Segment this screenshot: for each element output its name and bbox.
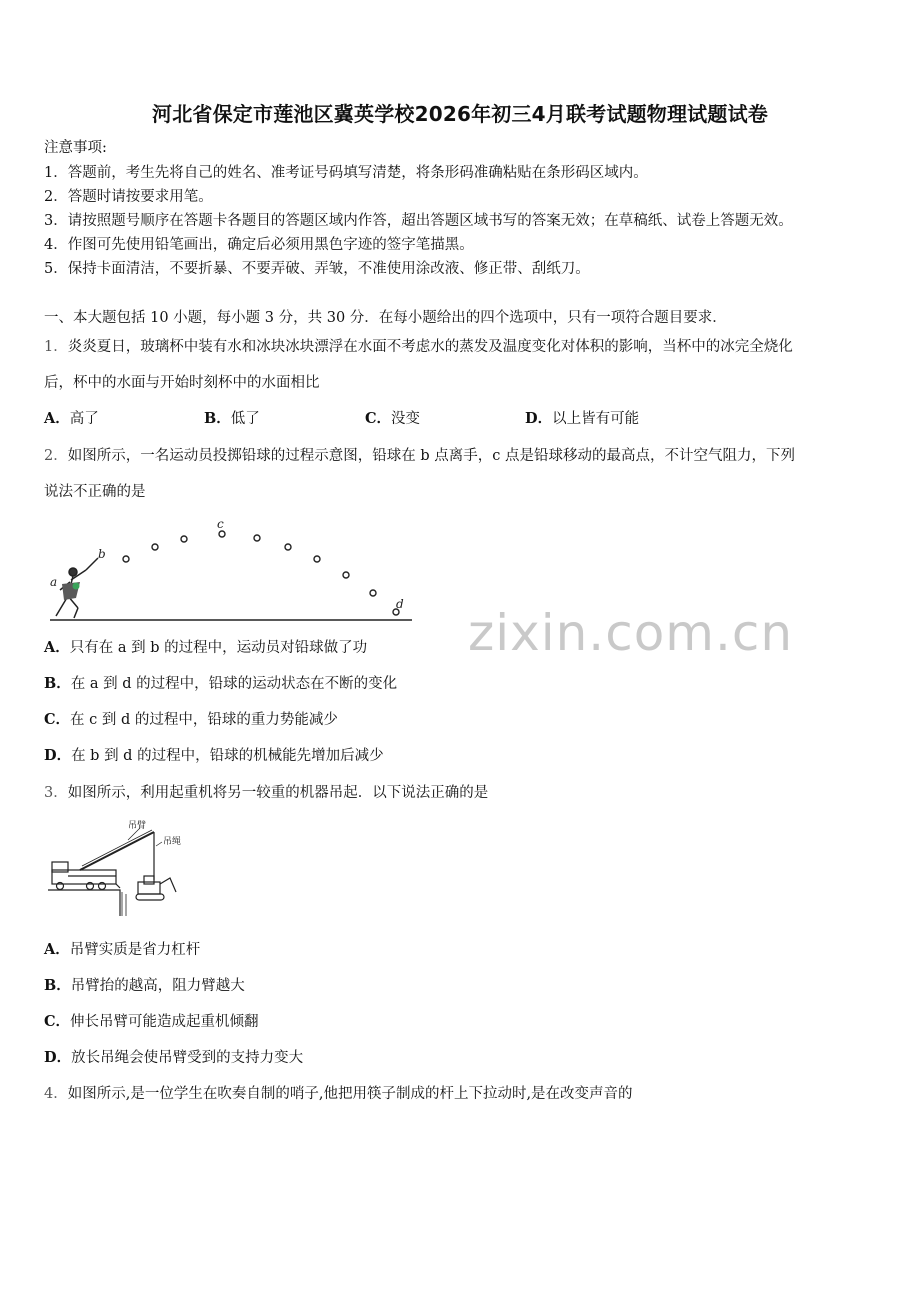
q2-option-a[interactable]: A．只有在 a 到 b 的过程中，运动员对铅球做了功 — [44, 639, 368, 656]
athlete-figure — [56, 558, 98, 618]
athlete-head — [69, 568, 77, 576]
cliff-edge — [48, 890, 120, 916]
crane-boom — [80, 832, 154, 870]
q2-option-d[interactable]: D．在 b 到 d 的过程中，铅球的机械能先增加后减少 — [44, 747, 384, 764]
question-2-text: 如图所示，一名运动员投掷铅球的过程示意图，铅球在 b 点离手，c 点是铅球移动的最高点，不计空气阻力，下列 — [67, 448, 795, 464]
q2-option-b[interactable]: B．在 a 到 d 的过程中，铅球的运动状态在不断的变化 — [44, 675, 398, 692]
q1-option-d[interactable]: D．以上皆有可能 — [525, 410, 640, 427]
label-c: c — [217, 517, 224, 531]
question-2-number: 2． — [44, 448, 68, 464]
trajectory-point — [152, 544, 158, 550]
question-4-line1 — [44, 1084, 633, 1104]
question-1-line1 — [44, 337, 793, 357]
question-4-number: 4． — [44, 1086, 68, 1102]
notice-item-2: 2．答题时请按要求用笔。 — [44, 189, 213, 205]
trajectory-point — [123, 556, 129, 562]
question-1-line2: 后，杯中的水面与开始时刻杯中的水面相比 — [44, 375, 320, 391]
excavator-arm — [160, 878, 176, 892]
label-a: a — [50, 575, 58, 589]
trajectory-point — [370, 590, 376, 596]
trajectory-point — [254, 535, 260, 541]
trajectory-point — [285, 544, 291, 550]
q3-option-c[interactable]: C．伸长吊臂可能造成起重机倾翻 — [44, 1013, 259, 1030]
shot-put-figure — [44, 512, 424, 630]
trajectory-points — [123, 531, 399, 615]
notice-item-1: 1．答题前，考生先将自己的姓名、准考证号码填写清楚，将条形码准确粘贴在条形码区域内。 — [44, 165, 648, 181]
question-4-text: 如图所示,是一位学生在吹奏自制的哨子,他把用筷子制成的杆上下拉动时,是在改变声音的 — [67, 1086, 633, 1102]
trajectory-point — [181, 536, 187, 542]
question-1-text: 炎炎夏日，玻璃杯中装有水和冰块冰块漂浮在水面不考虑水的蒸发及温度变化对体积的影响，当杯中的冰完全烧化 — [67, 339, 793, 355]
q3-option-d[interactable]: D．放长吊绳会使吊臂受到的支持力变大 — [44, 1049, 304, 1066]
athlete-shin — [74, 608, 78, 618]
trajectory-point — [314, 556, 320, 562]
label-d: d — [396, 597, 404, 611]
page-title: 河北省保定市莲池区冀英学校2026年初三4月联考试题物理试题试卷 — [152, 102, 768, 126]
notice-heading: 注意事项: — [44, 140, 107, 156]
q1-option-c[interactable]: C．没变 — [365, 410, 421, 427]
label-arm: 吊臂 — [128, 821, 147, 831]
section-heading: 一、本大题包括 10 小题，每小题 3 分，共 30 分．在每小题给出的四个选项中，只有一项符合题目要求． — [44, 310, 727, 326]
question-1-number: 1． — [44, 339, 68, 355]
q2-option-c[interactable]: C．在 c 到 d 的过程中，铅球的重力势能减少 — [44, 711, 338, 728]
question-2-line2: 说法不正确的是 — [44, 484, 146, 500]
q1-option-b[interactable]: B．低了 — [204, 410, 260, 427]
watermark: zixin.com.cn — [468, 604, 794, 662]
q3-option-a[interactable]: A．吊臂实质是省力杠杆 — [44, 941, 201, 958]
trajectory-point — [343, 572, 349, 578]
label-rope: 吊绳 — [163, 837, 182, 847]
notice-item-3: 3．请按照题号顺序在答题卡各题目的答题区域内作答，超出答题区域书写的答案无效；在草稿纸、试卷上答题无效。 — [44, 213, 793, 229]
question-3-line1 — [44, 783, 488, 803]
athlete-forearm — [86, 558, 98, 570]
trajectory-point-c — [219, 531, 225, 537]
crane-figure — [44, 818, 184, 918]
notice-item-5: 5．保持卡面清洁，不要折暴、不要弄破、弄皱，不准使用涂改液、修正带、刮纸刀。 — [44, 261, 590, 277]
athlete-logo — [73, 583, 80, 590]
question-3-text: 如图所示，利用起重机将另一较重的机器吊起．以下说法正确的是 — [67, 785, 489, 801]
question-2-line1 — [44, 446, 795, 466]
excavator-track — [136, 894, 164, 900]
notice-item-4: 4．作图可先使用铅笔画出，确定后必须用黑色字迹的签字笔描黑。 — [44, 237, 474, 253]
q1-option-a[interactable]: A．高了 — [44, 410, 99, 427]
label-b: b — [98, 547, 106, 561]
question-3-number: 3． — [44, 785, 68, 801]
q3-option-b[interactable]: B．吊臂抬的越高，阻力臂越大 — [44, 977, 245, 994]
